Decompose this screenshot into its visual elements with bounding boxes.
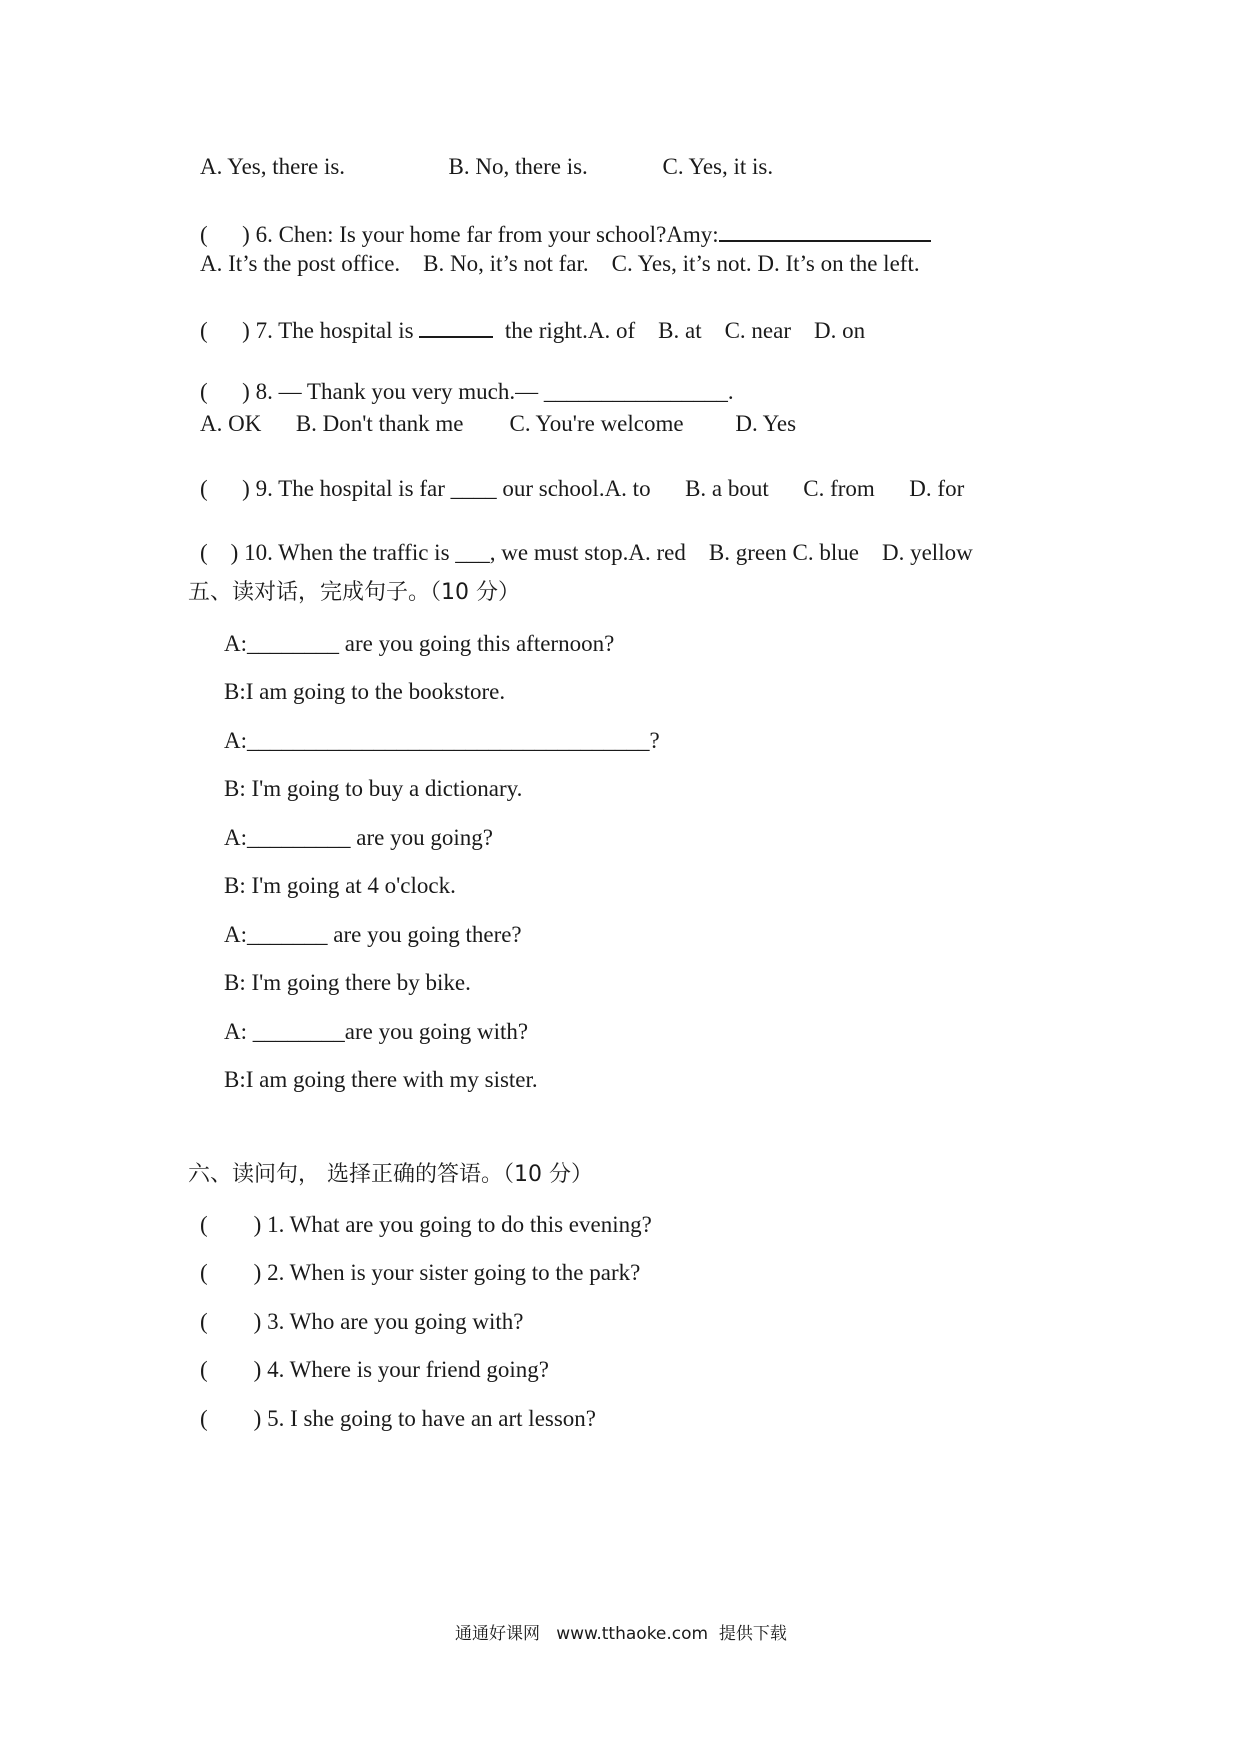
section6-question: ( ) 1. What are you going to do this evening? bbox=[200, 1212, 652, 1237]
page-footer: 通通好课网 www.tthaoke.com 提供下载 bbox=[455, 1624, 787, 1644]
section5-heading: 五、读对话，完成句子。（10 分） bbox=[188, 580, 520, 605]
q8-question: ( ) 8. — Thank you very much.— ________________. bbox=[200, 379, 734, 404]
q7-question bbox=[200, 314, 865, 345]
q7-text-before: ( ) 7. The hospital is bbox=[200, 318, 420, 343]
dialogue-line: A:________ are you going this afternoon? bbox=[224, 631, 615, 656]
dialogue-line: A: ________are you going with? bbox=[224, 1019, 529, 1044]
dialogue-line: A:_________ are you going? bbox=[224, 825, 493, 850]
q8-options: A. OK B. Don't thank me C. You're welcome D. Yes bbox=[200, 411, 797, 436]
q9-question: ( ) 9. The hospital is far ____ our school.A. to B. a bout C. from D. for bbox=[200, 476, 965, 501]
q6-answer-blank[interactable] bbox=[719, 218, 931, 242]
q7-answer-blank[interactable] bbox=[419, 314, 493, 338]
section6-question: ( ) 3. Who are you going with? bbox=[200, 1309, 524, 1334]
q6-question-text: ( ) 6. Chen: Is your home far from your school?Amy: bbox=[200, 222, 719, 247]
dialogue-line: A:_______ are you going there? bbox=[224, 922, 522, 947]
dialogue-line: B: I'm going at 4 o'clock. bbox=[224, 873, 456, 898]
dialogue-line: A:___________________________________? bbox=[224, 728, 660, 753]
section6-question: ( ) 2. When is your sister going to the park? bbox=[200, 1260, 641, 1285]
dialogue-line: B:I am going to the bookstore. bbox=[224, 679, 506, 704]
q10-question: ( ) 10. When the traffic is ___, we must stop.A. red B. green C. blue D. yellow bbox=[200, 540, 973, 565]
dialogue-line: B: I'm going there by bike. bbox=[224, 970, 471, 995]
q6-options: A. It’s the post office. B. No, it’s not far. C. Yes, it’s not. D. It’s on the left. bbox=[200, 251, 920, 276]
q7-text-after: the right.A. of B. at C. near D. on bbox=[493, 318, 866, 343]
section6-question: ( ) 4. Where is your friend going? bbox=[200, 1357, 549, 1382]
q6-question bbox=[200, 218, 931, 249]
dialogue-line: B: I'm going to buy a dictionary. bbox=[224, 776, 523, 801]
section6-question: ( ) 5. I she going to have an art lesson? bbox=[200, 1406, 597, 1431]
section6-heading: 六、读问句， 选择正确的答语。（10 分） bbox=[188, 1162, 593, 1187]
q5-options: A. Yes, there is. B. No, there is. C. Yes, it is. bbox=[200, 154, 774, 179]
dialogue-line: B:I am going there with my sister. bbox=[224, 1067, 538, 1092]
